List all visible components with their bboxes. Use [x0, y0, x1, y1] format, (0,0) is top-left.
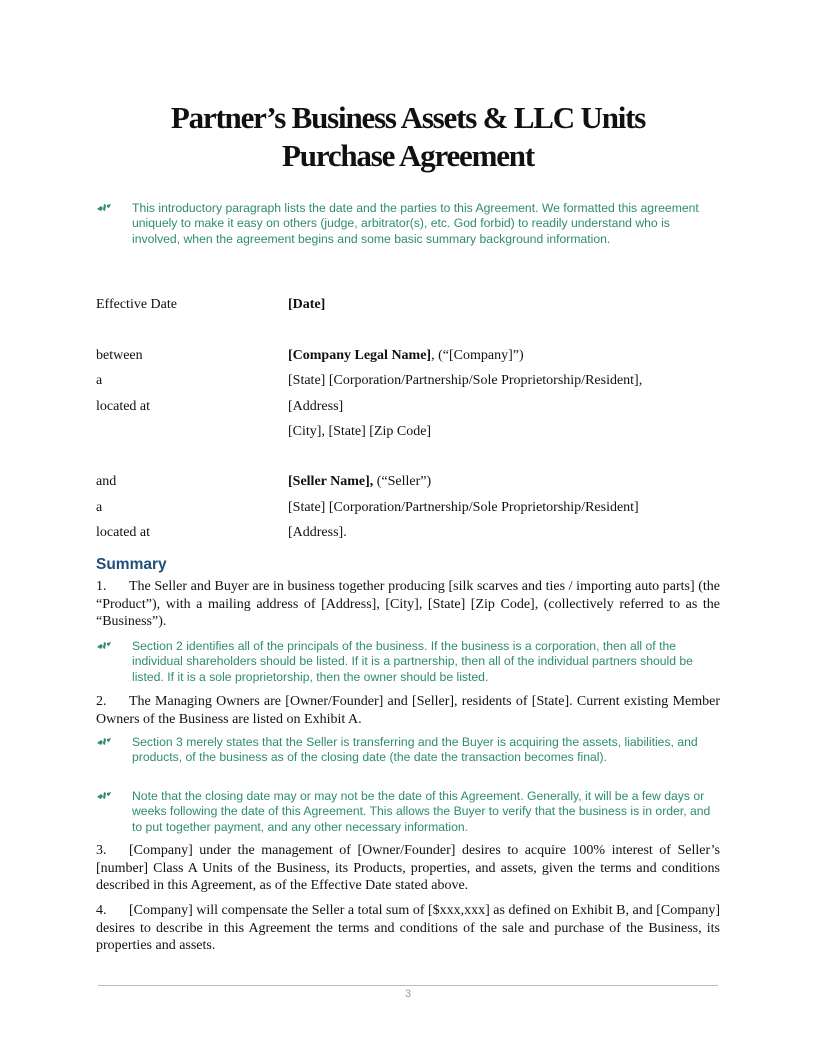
intro-note	[95, 201, 715, 247]
section-3-note	[95, 735, 715, 766]
note-hand-icon	[95, 202, 115, 214]
summary-item-text: [Company] will compensate the Seller a total sum of [$xxx,xxx] as defined on Exhibit B, and [Company] desires to describe in this Agreement the terms and conditions of the sale and purchase of the Business, its properties and assets.	[96, 903, 720, 954]
seller-name: [Seller Name],	[288, 474, 374, 489]
section-2-note	[95, 639, 715, 685]
summary-item-text: The Seller and Buyer are in business together producing [silk scarves and ties / importing auto parts] (the “Product”), with a mailing address of [Address], [City], [State] [Zip Code], (collectively referred to as the “Business”).	[96, 579, 720, 630]
company-name-value	[288, 347, 524, 365]
page-number: 3	[404, 988, 412, 1000]
summary-item-number: 3.	[96, 843, 107, 858]
a-label: a	[96, 373, 103, 388]
summary-item-text: [Company] under the management of [Owner/Founder] desires to acquire 100% interest of Seller’s [number] Class A Units of the Business, its Products, properties, and assets, given the terms and conditions described in this Agreement, as of the Effective Date stated above.	[96, 843, 720, 894]
document-title-line-2: Purchase Agreement	[282, 138, 534, 173]
between-label: between	[96, 348, 143, 363]
located-at-label: located at	[96, 399, 151, 414]
summary-item-text: The Managing Owners are [Owner/Founder] and [Seller], residents of [State]. Current existing Member Owners of the Business are listed on Exhibit A.	[96, 694, 720, 727]
effective-date-value: [Date]	[288, 297, 326, 312]
summary-item-number: 4.	[96, 903, 107, 918]
summary-item-3	[96, 842, 720, 895]
company-city-value: [City], [State] [Zip Code]	[288, 424, 432, 439]
summary-item-2	[96, 693, 720, 728]
seller-alias: (“Seller”)	[373, 474, 432, 489]
closing-date-note-text: Note that the closing date may or may not be the date of this Agreement. Generally, it will be a few days or weeks following the date of this Agreement. This allows the Buyer to verify that the business is in order, and to put together payment, and any other necessary information.	[132, 789, 711, 834]
company-address-value: [Address]	[288, 399, 344, 414]
document-title-line-1: Partner’s Business Assets & LLC Units	[170, 100, 646, 135]
summary-item-4	[96, 902, 720, 955]
note-hand-icon	[95, 736, 115, 748]
section-3-note-text: Section 3 merely states that the Seller is transferring and the Buyer is acquiring the assets, liabilities, and products, of the business as of the closing date (the date the transaction becomes final).	[132, 735, 698, 765]
company-alias: , (“[Company]”)	[431, 348, 524, 363]
company-type-value: [State] [Corporation/Partnership/Sole Proprietorship/Resident],	[288, 373, 643, 388]
company-legal-name: [Company Legal Name]	[288, 348, 432, 363]
seller-address-value: [Address].	[288, 525, 347, 540]
summary-item-number: 2.	[96, 694, 107, 709]
summary-item-number: 1.	[96, 579, 107, 594]
effective-date-label: Effective Date	[96, 297, 177, 312]
and-label: and	[96, 474, 117, 489]
seller-name-value	[288, 473, 431, 491]
footer-divider	[98, 985, 718, 986]
note-hand-icon	[95, 640, 115, 652]
section-2-note-text: Section 2 identifies all of the principals of the business. If the business is a corporation, then all of the individual shareholders should be listed. If it is a partnership, then all of the individual partners should be listed. If it is a sole proprietorship, then the owner should be listed.	[132, 639, 693, 684]
closing-date-note	[95, 789, 715, 835]
seller-located-at-label: located at	[96, 525, 151, 540]
note-hand-icon	[95, 790, 115, 802]
seller-type-value: [State] [Corporation/Partnership/Sole Proprietorship/Resident]	[288, 500, 639, 515]
summary-item-1	[96, 578, 720, 631]
seller-a-label: a	[96, 500, 103, 515]
intro-note-text: This introductory paragraph lists the date and the parties to this Agreement. We formatted this agreement uniquely to make it easy on others (judge, arbitrator(s), etc. God forbid) to readily understand who is involved, when the agreement begins and some basic summary background information.	[132, 201, 699, 246]
summary-heading: Summary	[96, 556, 167, 573]
